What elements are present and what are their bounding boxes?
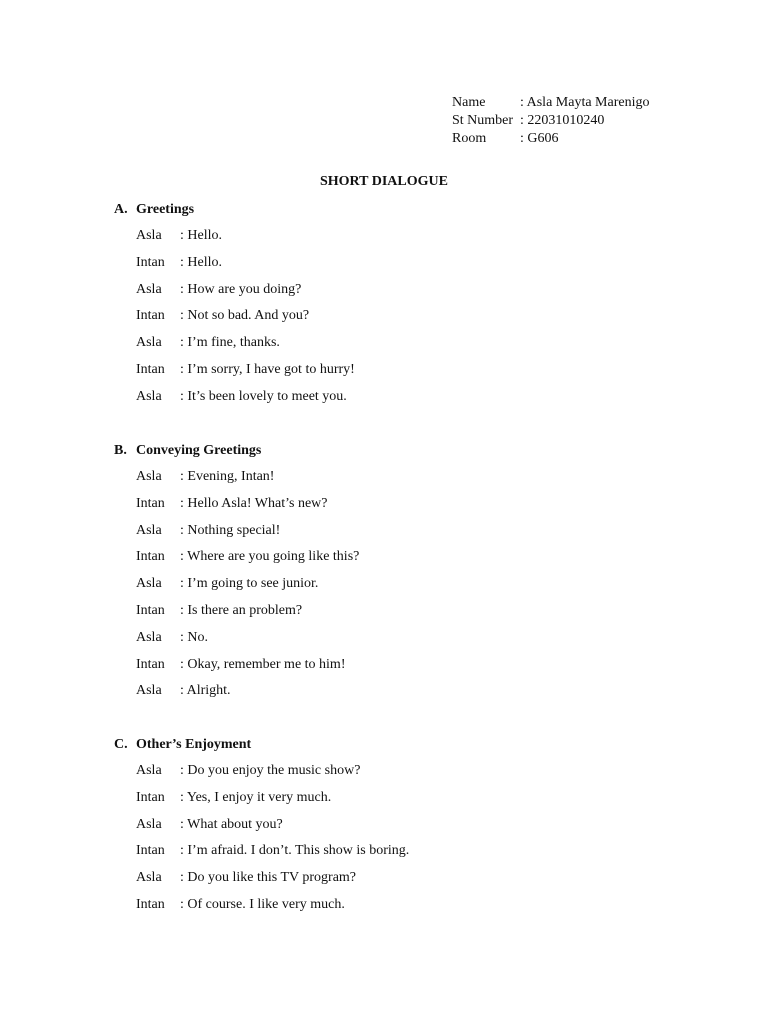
section-title: Greetings [136, 202, 195, 217]
section-letter: A. [114, 202, 128, 217]
utterance: : Okay, remember me to him! [180, 656, 346, 672]
section-others-enjoyment [114, 736, 409, 919]
section-heading [114, 201, 355, 219]
dialogue-line [136, 598, 359, 625]
utterance: : Nothing special! [180, 522, 281, 538]
utterance: : What about you? [180, 816, 283, 832]
speaker: Asla [136, 763, 162, 778]
section-greetings [114, 201, 355, 411]
speaker: Intan [136, 843, 165, 859]
speaker: Intan [136, 602, 165, 618]
dialogue-line [136, 277, 355, 304]
utterance: : I’m afraid. I don’t. This show is boring. [180, 843, 410, 859]
dialogue-line [136, 785, 409, 812]
speaker: Intan [136, 254, 165, 270]
utterance: : Hello. [180, 228, 222, 243]
room-row [452, 130, 649, 148]
utterance: : Evening, Intan! [180, 469, 275, 484]
speaker: Asla [136, 281, 162, 297]
speaker: Asla [136, 816, 162, 832]
dialogue-line [136, 357, 355, 384]
section-title: Other’s Enjoyment [136, 737, 252, 752]
dialogue-line [136, 625, 359, 652]
page-title: SHORT DIALOGUE [319, 174, 448, 189]
section-heading [114, 736, 409, 754]
room-label: Room [452, 131, 487, 146]
speaker: Asla [136, 683, 162, 699]
dialogue-line [136, 865, 409, 892]
utterance: : How are you doing? [180, 281, 302, 297]
section-title: Conveying Greetings [136, 443, 262, 458]
speaker: Asla [136, 576, 162, 592]
section-conveying-greetings [114, 442, 359, 705]
dialogue-lines [114, 758, 409, 919]
dialogue-line [136, 758, 409, 785]
dialogue-lines [114, 223, 355, 411]
utterance: : Hello Asla! What’s new? [180, 495, 328, 511]
speaker: Intan [136, 549, 165, 565]
dialogue-line [136, 812, 409, 839]
speaker: Intan [136, 896, 165, 912]
speaker: Asla [136, 335, 162, 351]
utterance: : No. [180, 629, 208, 645]
utterance: : Of course. I like very much. [180, 896, 345, 912]
utterance: : Where are you going like this? [180, 549, 360, 565]
utterance: : Is there an problem? [180, 602, 303, 618]
dialogue-line [136, 838, 409, 865]
student-number-value: : 22031010240 [520, 113, 605, 128]
speaker: Asla [136, 228, 162, 243]
speaker: Asla [136, 522, 162, 538]
dialogue-line [136, 250, 355, 277]
section-letter: B. [114, 443, 127, 458]
dialogue-line [136, 652, 359, 679]
dialogue-line [136, 518, 359, 545]
student-number-row [452, 112, 649, 130]
dialogue-lines [114, 464, 359, 705]
speaker: Intan [136, 789, 165, 805]
room-value: : G606 [520, 131, 559, 146]
utterance: : Hello. [180, 254, 222, 270]
student-info [452, 94, 649, 148]
dialogue-line [136, 571, 359, 598]
section-heading [114, 442, 359, 460]
speaker: Intan [136, 656, 165, 672]
utterance: : Yes, I enjoy it very much. [180, 789, 332, 805]
dialogue-line [136, 330, 355, 357]
section-letter: C. [114, 737, 128, 752]
student-number-label: St Number [452, 113, 514, 128]
dialogue-line [136, 223, 355, 250]
utterance: : I’m sorry, I have got to hurry! [180, 361, 355, 377]
speaker: Asla [136, 469, 162, 484]
utterance: : I’m going to see junior. [180, 576, 319, 592]
dialogue-line [136, 491, 359, 518]
speaker: Intan [136, 361, 165, 377]
utterance: : I’m fine, thanks. [180, 335, 280, 351]
dialogue-line [136, 384, 355, 411]
name-row [452, 94, 649, 112]
speaker: Intan [136, 495, 165, 511]
speaker: Asla [136, 870, 162, 886]
dialogue-line [136, 303, 355, 330]
utterance: : Do you enjoy the music show? [180, 763, 361, 778]
dialogue-line [136, 464, 359, 491]
speaker: Asla [136, 629, 162, 645]
name-label: Name [452, 95, 486, 110]
dialogue-line [136, 892, 409, 919]
name-value: : Asla Mayta Marenigo [520, 95, 650, 110]
utterance: : It’s been lovely to meet you. [180, 388, 347, 404]
utterance: : Do you like this TV program? [180, 870, 357, 886]
utterance: : Alright. [180, 683, 231, 699]
speaker: Intan [136, 308, 165, 324]
utterance: : Not so bad. And you? [180, 308, 310, 324]
dialogue-line [136, 678, 359, 705]
dialogue-line [136, 544, 359, 571]
speaker: Asla [136, 388, 162, 404]
